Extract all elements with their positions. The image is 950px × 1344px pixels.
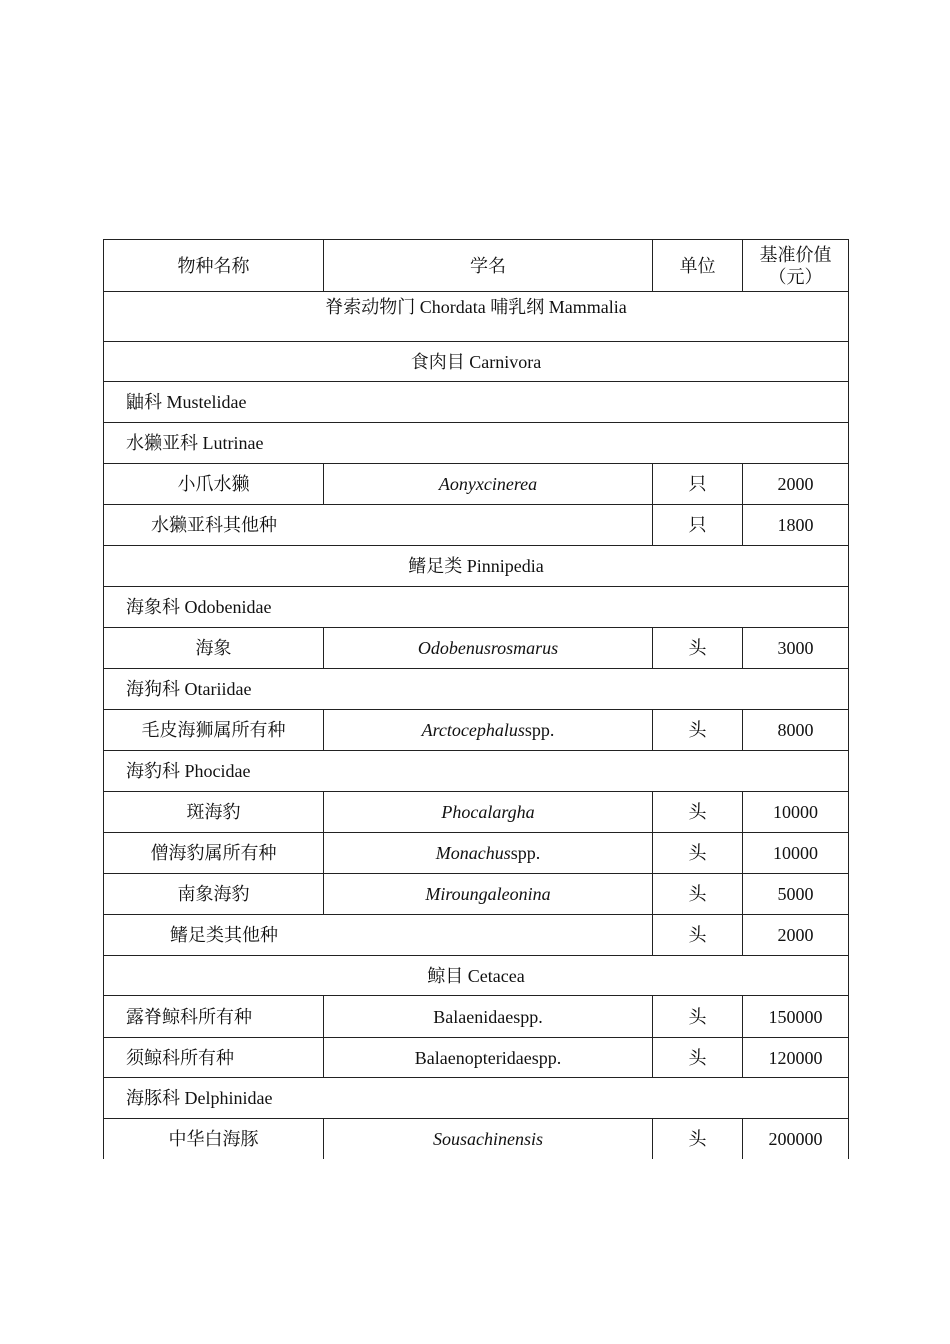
table-row: [104, 464, 849, 505]
header-species-name: 物种名称: [104, 240, 324, 292]
family-heading-odobenidae: 海象科 Odobenidae: [104, 587, 849, 628]
unit-cell: 只: [653, 505, 743, 546]
section-row: [104, 669, 849, 710]
species-name-cell: 南象海豹: [104, 874, 324, 915]
species-name-cell: 毛皮海狮属所有种: [104, 710, 324, 751]
species-name-cell: 露脊鲸科所有种: [104, 996, 324, 1038]
header-scientific-name: 学名: [324, 240, 653, 292]
species-name-cell: 僧海豹属所有种: [104, 833, 324, 874]
value-cell: 2000: [743, 464, 849, 505]
section-row: [104, 751, 849, 792]
table-row: [104, 996, 849, 1038]
scientific-genus: Arctocephalus: [421, 720, 525, 740]
family-heading-phocidae: 海豹科 Phocidae: [104, 751, 849, 792]
value-cell: 150000: [743, 996, 849, 1038]
species-name-cell: 斑海豹: [104, 792, 324, 833]
species-value-table: [103, 239, 849, 1159]
header-base-value: [743, 240, 849, 292]
unit-cell: 头: [653, 792, 743, 833]
species-name-text: 鳍足类其他种: [170, 925, 278, 945]
value-cell: 10000: [743, 833, 849, 874]
table-row: [104, 792, 849, 833]
section-row: [104, 1078, 849, 1119]
unit-cell: 头: [653, 628, 743, 669]
scientific-name-cell: Balaenidaespp.: [324, 996, 653, 1038]
value-cell: 200000: [743, 1119, 849, 1159]
unit-cell: 头: [653, 1038, 743, 1078]
species-name-cell-wide: [104, 915, 653, 956]
scientific-name-cell: Odobenusrosmarus: [324, 628, 653, 669]
unit-cell: 只: [653, 464, 743, 505]
suborder-heading-pinnipedia: 鳍足类 Pinnipedia: [104, 546, 849, 587]
value-cell: 1800: [743, 505, 849, 546]
value-cell: 3000: [743, 628, 849, 669]
unit-cell: 头: [653, 996, 743, 1038]
value-cell: 5000: [743, 874, 849, 915]
table-row: [104, 505, 849, 546]
species-name-cell: 小爪水獭: [104, 464, 324, 505]
section-row: [104, 382, 849, 423]
section-row: [104, 342, 849, 382]
scientific-name-cell: [324, 710, 653, 751]
header-base-value-line1: 基准价值: [759, 244, 832, 265]
table-row: [104, 1119, 849, 1159]
unit-cell: 头: [653, 874, 743, 915]
table-row: [104, 915, 849, 956]
scientific-name-cell: Miroungaleonina: [324, 874, 653, 915]
unit-cell: 头: [653, 710, 743, 751]
section-row: [104, 587, 849, 628]
species-name-cell-wide: [104, 505, 653, 546]
unit-cell: 头: [653, 1119, 743, 1159]
scientific-name-cell: Aonyxcinerea: [324, 464, 653, 505]
table-row: [104, 628, 849, 669]
value-cell: 8000: [743, 710, 849, 751]
header-unit: 单位: [653, 240, 743, 292]
scientific-suffix: spp.: [524, 720, 555, 740]
scientific-name-cell: Phocalargha: [324, 792, 653, 833]
section-row: [104, 423, 849, 464]
species-name-cell: 须鲸科所有种: [104, 1038, 324, 1078]
species-name-text: 水獭亚科其他种: [151, 515, 277, 535]
species-name-cell: 海象: [104, 628, 324, 669]
value-cell: 10000: [743, 792, 849, 833]
unit-cell: 头: [653, 833, 743, 874]
species-name-cell: 中华白海豚: [104, 1119, 324, 1159]
table-row: [104, 1038, 849, 1078]
family-heading-otariidae: 海狗科 Otariidae: [104, 669, 849, 710]
table-row: [104, 833, 849, 874]
phylum-class-heading: 脊索动物门 Chordata 哺乳纲 Mammalia: [104, 292, 849, 342]
value-cell: 120000: [743, 1038, 849, 1078]
scientific-name-cell: Sousachinensis: [324, 1119, 653, 1159]
table-row: [104, 710, 849, 751]
scientific-genus: Monachus: [435, 843, 511, 863]
family-heading-mustelidae: 鼬科 Mustelidae: [104, 382, 849, 423]
family-heading-delphinidae: 海豚科 Delphinidae: [104, 1078, 849, 1119]
table-header-row: [104, 240, 849, 292]
section-row: [104, 546, 849, 587]
section-row: [104, 292, 849, 342]
scientific-name-cell: Balaenopteridaespp.: [324, 1038, 653, 1078]
table-row: [104, 874, 849, 915]
value-cell: 2000: [743, 915, 849, 956]
section-row: [104, 956, 849, 996]
order-heading-cetacea: 鲸目 Cetacea: [104, 956, 849, 996]
subfamily-heading-lutrinae: 水獭亚科 Lutrinae: [104, 423, 849, 464]
unit-cell: 头: [653, 915, 743, 956]
scientific-suffix: spp.: [510, 843, 541, 863]
scientific-name-cell: [324, 833, 653, 874]
header-base-value-line2: （元）: [768, 266, 823, 287]
order-heading-carnivora: 食肉目 Carnivora: [104, 342, 849, 382]
